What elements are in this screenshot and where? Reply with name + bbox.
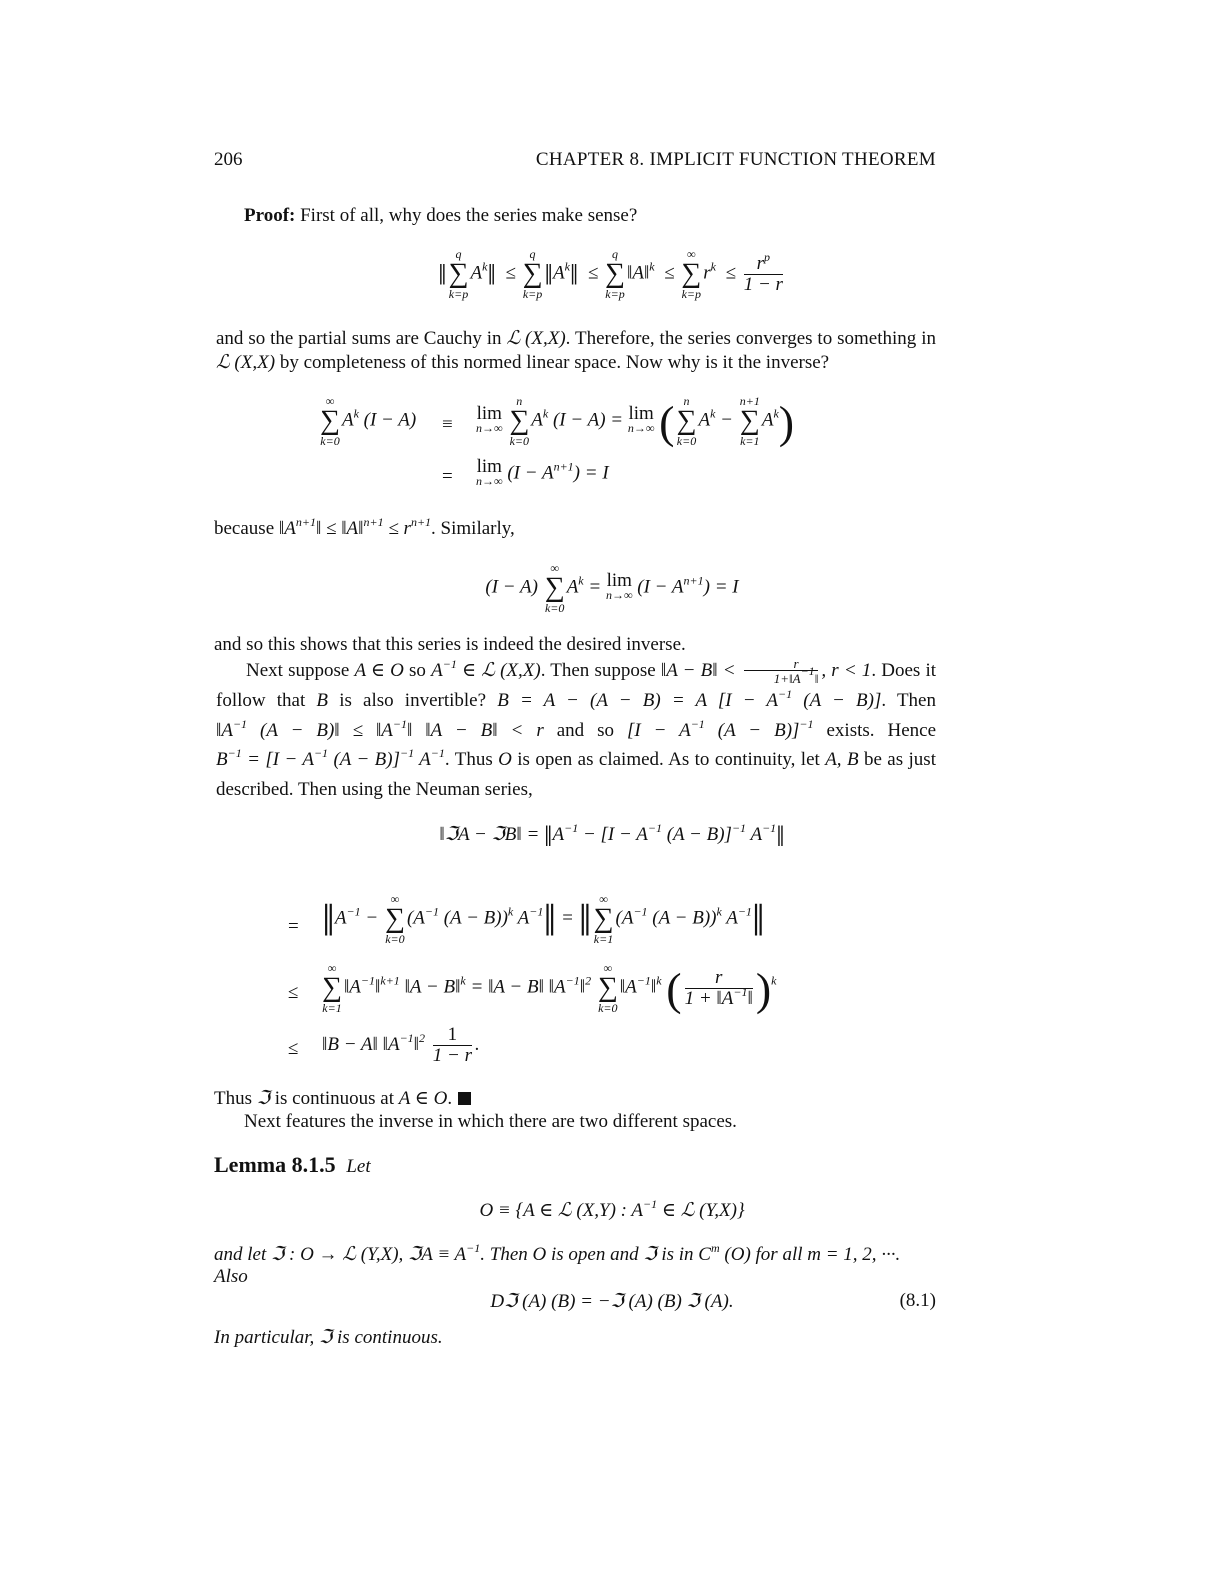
equation-continuity-line2: $‖A^{-1}$ − ∞ ∑ k=0 ($A^{-1}$ (A − B))$^k$ $A^{-1}‖$ = ‖ ∞ ∑ k=1 ($A^{-1}$ (A − B))$^k$ $A^{-1}‖$ (322, 892, 765, 946)
equiv-sign: ≡ (442, 414, 453, 435)
lemma-statement: and let ℑ : O → ℒ (Y,X), ℑA ≡ $A^{-1}$. Then O is open and ℑ is in $C^m$ (O) for all m = 1, 2, ···. (214, 1241, 901, 1265)
leq-sign-1: ≤ (288, 982, 299, 1003)
qed-square-icon (458, 1092, 471, 1105)
lemma-in-particular: In particular, ℑ is continuous. (214, 1327, 443, 1348)
equation-number: (8.1) (899, 1290, 936, 1311)
because-line: because $‖A^{n+1}‖$ ≤ ‖A‖$^{n+1}$ ≤ $r^{n+1}$. Similarly, (214, 515, 515, 539)
lemma-equation: Dℑ (A) (B) = −ℑ (A) (B) ℑ (A). (490, 1291, 734, 1312)
equation-left-inverse-rhs1: lim n→∞ n ∑ k=0 $A^k$ (I − A) = lim n→∞ ( n ∑ k=0 $A^k$ − n+1 ∑ k=1 $A^k$) (476, 394, 795, 448)
page-number: 206 (214, 149, 243, 170)
lemma-also: Also (214, 1266, 248, 1287)
equation-series-bound: ‖ q ∑ k=p $A^k‖$ ≤ q ∑ k=p $‖A^k‖$ ≤ q ∑ k=p ‖A‖$^k$ ≤ ∞ ∑ k=p $r^k$ ≤ $\frac{r^p}{1 - r}$ (438, 247, 783, 301)
proof-label: Proof: (244, 205, 296, 226)
equation-continuity: ‖ℑA − ℑB‖ = $‖A^{-1} - [I - A^{-1}$ (A − B)]$^{-1}$ $A^{-1}‖$ (439, 820, 785, 853)
running-title: CHAPTER 8. IMPLICIT FUNCTION THEOREM (535, 149, 936, 170)
equation-continuity-line4: ‖B − A‖ $‖A^{-1}‖^2$ $\frac{1}{1 - r}$ . (322, 1024, 480, 1066)
lemma-set-definition: O ≡ {A ∈ ℒ (X,Y) : $A^{-1}$ ∈ ℒ (Y,X)} (479, 1197, 745, 1221)
equation-left-inverse-rhs2: lim n→∞ $(I - A^{n+1}) = I$ (476, 456, 609, 488)
equals-sign: = (442, 466, 453, 487)
leq-sign-2: ≤ (288, 1038, 299, 1059)
proof-intro-text: First of all, why does the series make sense? (300, 205, 638, 226)
lemma-let: Let (346, 1156, 371, 1177)
shows-inverse: and so this shows that this series is indeed the desired inverse. (214, 634, 686, 655)
equation-right-inverse: (I − A) ∞ ∑ k=0 $A^k = \lim$ n→∞ $(I - A^{n+1}) = I$ (485, 561, 739, 615)
proof-intro (244, 205, 637, 227)
equation-continuity-line3: ∞ ∑ k=1 $‖A^{-1}‖^{k+1}$ ‖A − B‖$^k$ = ‖A − B‖ $‖A^{-1}‖^2$ ∞ ∑ k=0 $‖A^{-1}‖^k$ ( $\frac{r}{1 + ‖A^{-1}‖}$ )$^k$ (322, 961, 777, 1015)
paragraph-cauchy: and so the partial sums are Cauchy in ℒ (X,X). Therefore, the series converges to something in ℒ (X,X) by completeness of this normed linear space. Now why is it the inverse? (216, 328, 936, 373)
thus-continuous: Thus ℑ is continuous at A ∈ O. (214, 1087, 471, 1110)
paragraph-next-suppose: Next suppose A ∈ O so $A^{-1}$ ∈ ℒ (X,X). Then suppose ‖A − B‖ < $\frac{r}{1+‖A^{-1}‖}$ , r < 1. Does it follow that B is also invertible? B = A − (A − B) = A [$I - A^{-1}$ (A − B)]. Then $‖A^{-1}$ (A − B)‖ ≤ $‖A^{-1}‖$ ‖A − B‖ < r and so [$I - A^{-1}$ (A − B)]$^{-1}$ exists. Hence $B^{-1} = [I - A^{-1}$ (A − B)]$^{-1}$ $A^{-1}$. Thus O is open as claimed. As to continuity, let A, B be as just described. Then using the Neuman series, (216, 656, 936, 800)
lemma-heading: Lemma 8.1.5 (214, 1152, 336, 1177)
equals-sign-2: = (288, 916, 299, 937)
next-features: Next features the inverse in which there are two different spaces. (244, 1111, 737, 1132)
lemma-heading-line (214, 1152, 371, 1178)
equation-left-inverse-line1: ∞ ∑ k=0 $A^k$ (I − A) (320, 394, 417, 448)
